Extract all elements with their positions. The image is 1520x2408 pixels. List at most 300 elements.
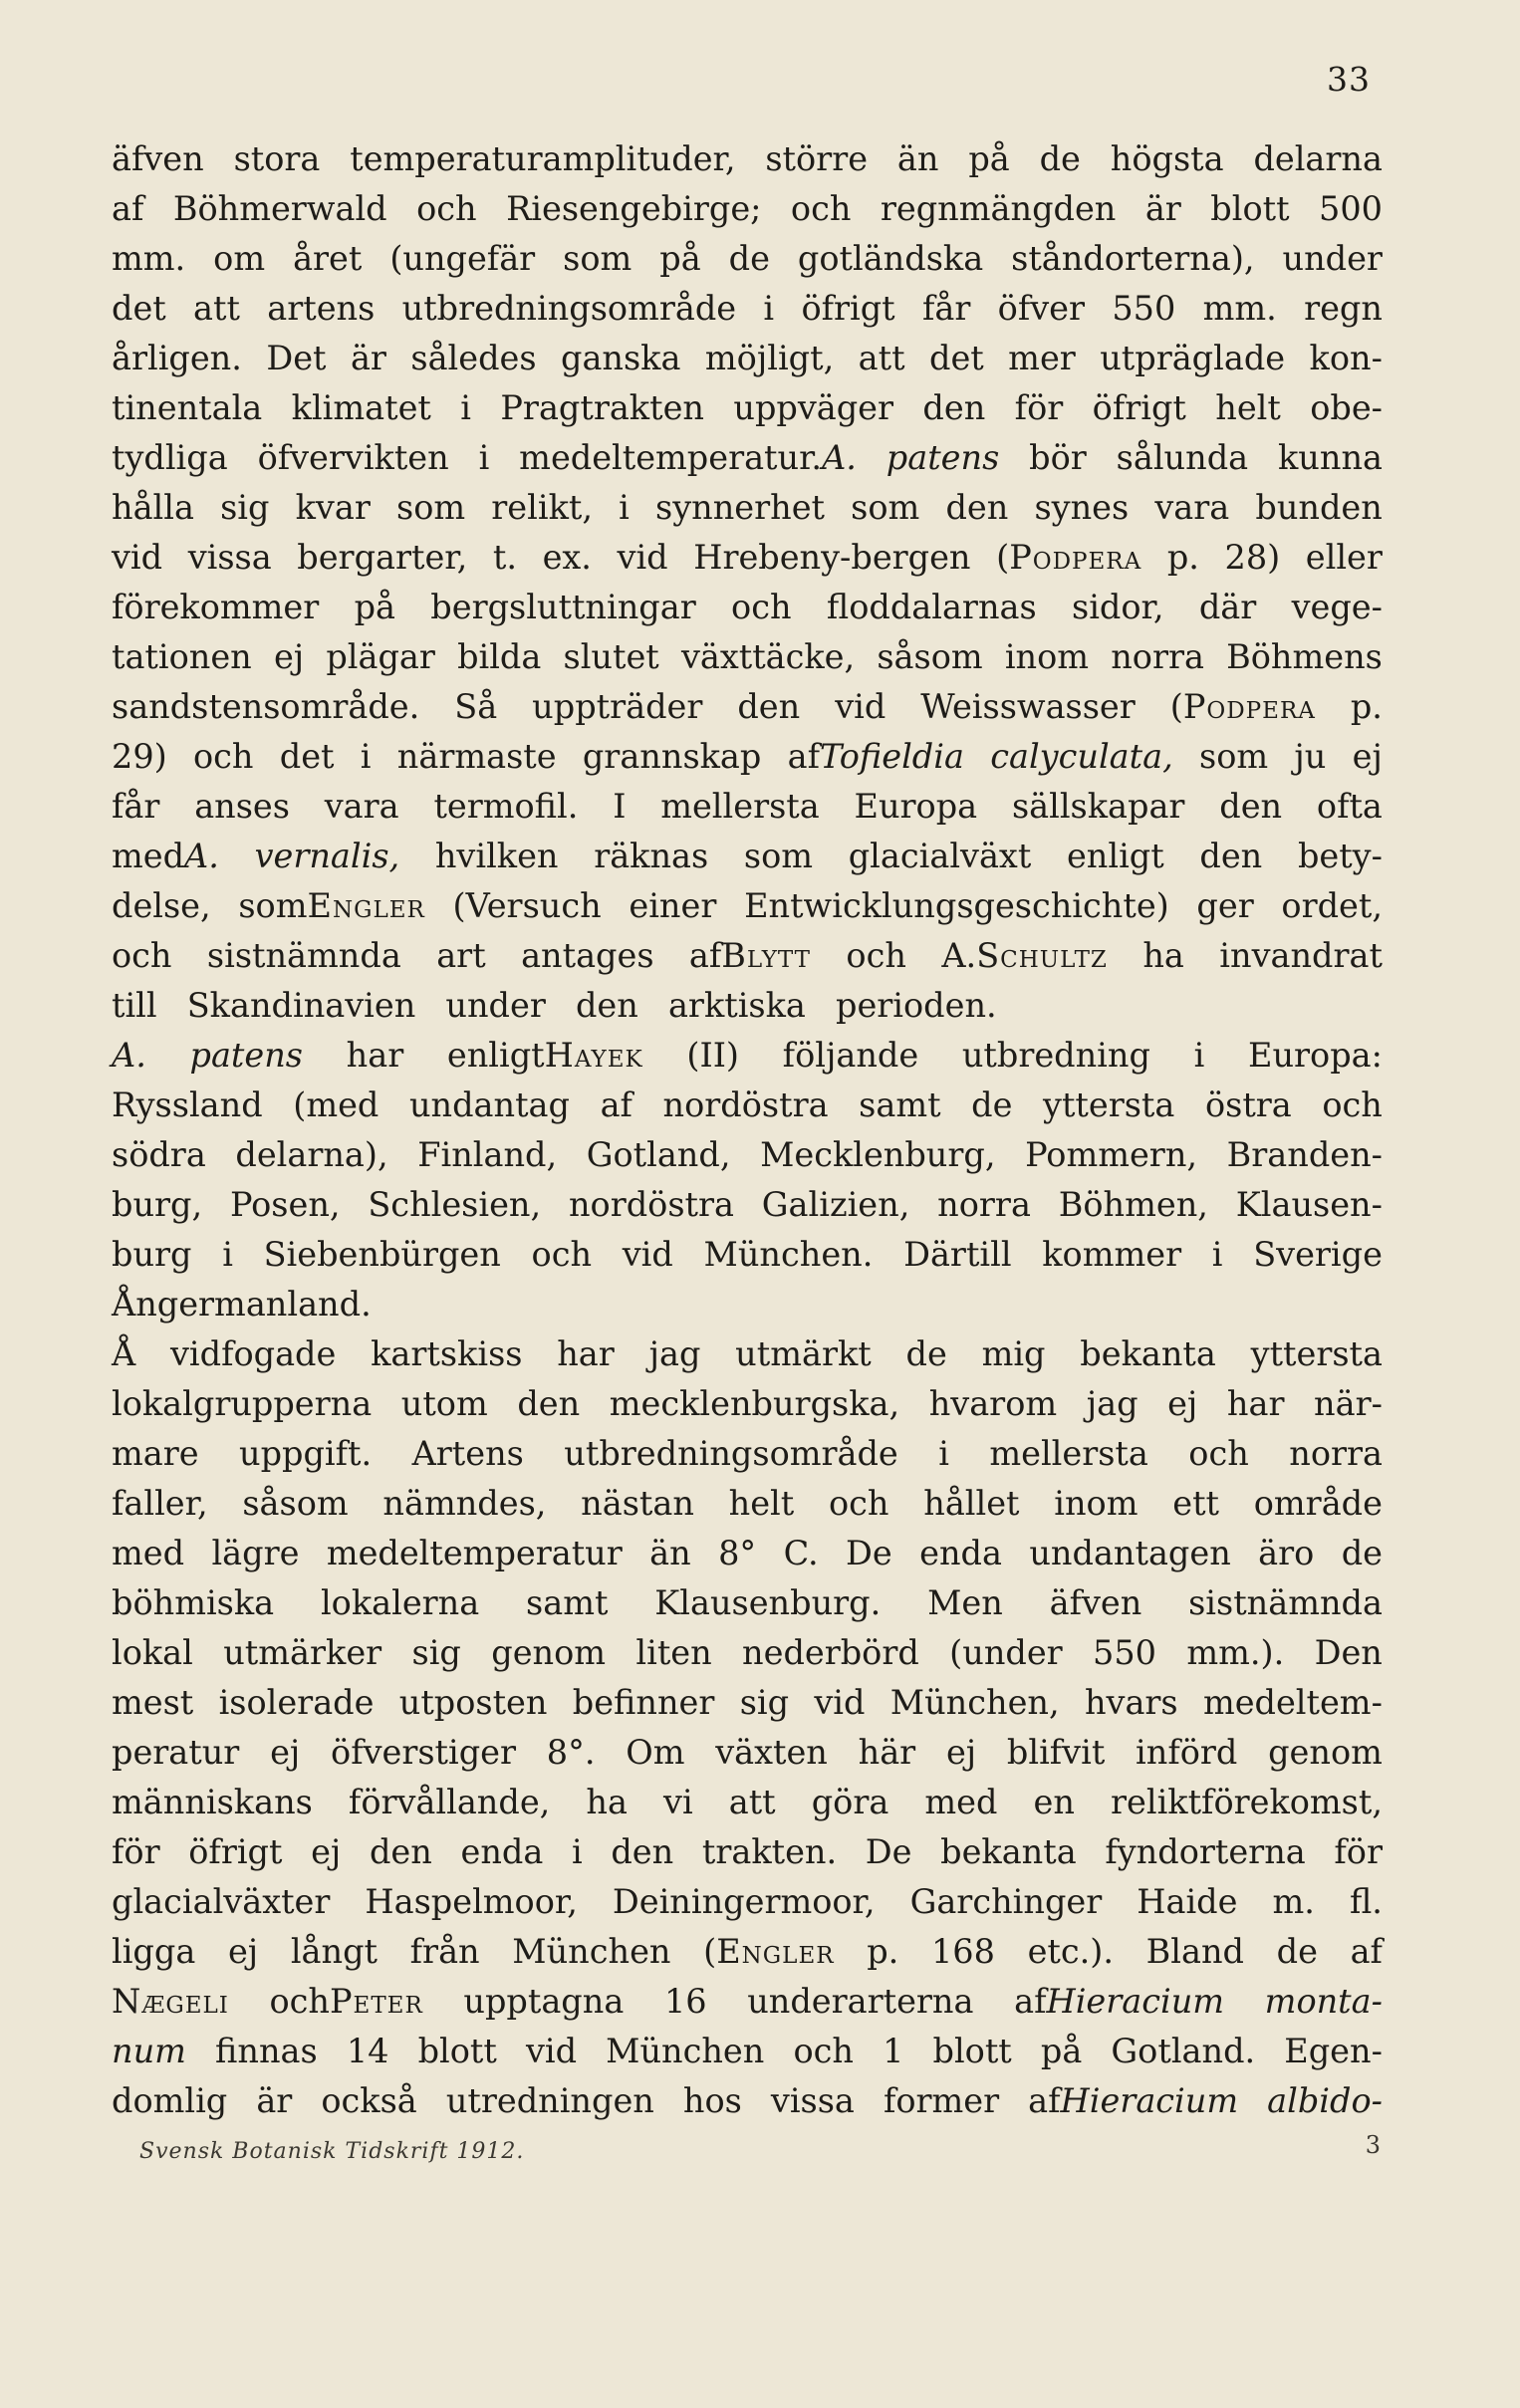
word: har (346, 1036, 404, 1075)
text-line (112, 1778, 1383, 1827)
word: och (531, 1235, 593, 1274)
word: artens (267, 289, 376, 328)
word: Böhmerwald (172, 189, 387, 228)
word: Riesengebirge; (506, 189, 762, 228)
word: ej (227, 1932, 259, 1971)
text-line (112, 334, 1383, 383)
text-line (112, 732, 1383, 782)
word: är (256, 2081, 293, 2120)
word: Branden- (1226, 1135, 1383, 1174)
word: öfrigt (801, 289, 895, 328)
word: m. (1272, 1882, 1315, 1921)
word: utbredningsområde (564, 1434, 898, 1473)
word: också (321, 2081, 417, 2120)
word: (Engler (703, 1932, 835, 1971)
word: i (571, 1832, 583, 1871)
word: vid (617, 538, 668, 577)
word: vid (814, 1683, 866, 1722)
word: den (945, 488, 1009, 527)
word: Pragtrakten (500, 388, 704, 427)
word: mellersta (660, 787, 820, 826)
text-line (112, 1180, 1383, 1230)
word: München, (889, 1683, 1060, 1722)
word: som (396, 488, 466, 527)
word: genom (491, 1633, 607, 1672)
word: ej (273, 637, 305, 676)
text-line (112, 1130, 1383, 1180)
word: af (112, 189, 144, 228)
word: på (968, 139, 1010, 178)
word: som (563, 239, 633, 278)
word: öfvervikten (257, 438, 449, 477)
word: norra (937, 1185, 1031, 1224)
word: ex. (542, 538, 592, 577)
word: blifvit (1006, 1733, 1106, 1772)
word: och (416, 189, 477, 228)
word: eller (1305, 538, 1383, 577)
word: fl. (1349, 1882, 1383, 1921)
text-line (112, 2027, 1383, 2076)
word: (Podpera (996, 538, 1142, 577)
word: Siebenbürgen (263, 1235, 501, 1274)
word: jag (648, 1334, 701, 1373)
word: calyculata, (990, 737, 1173, 776)
word: burg, (112, 1185, 203, 1224)
word: hvars (1084, 1683, 1178, 1722)
text-line (112, 1429, 1383, 1479)
word: nämndes, (382, 1484, 547, 1523)
word: 16 (663, 1982, 707, 2021)
word: ej (1167, 1384, 1198, 1423)
word: vara (1154, 488, 1230, 527)
word: växttäcke, (680, 637, 856, 676)
text-line (112, 632, 1383, 682)
word: sandstensområde. (112, 687, 420, 726)
word: 168 (930, 1932, 995, 1971)
text-line (112, 1578, 1383, 1628)
word: norra (1111, 637, 1204, 676)
word: helt (728, 1484, 795, 1523)
word: mm.). (1186, 1633, 1285, 1672)
word: ganska (561, 339, 681, 377)
word: från (409, 1932, 480, 1971)
word: ha (1142, 936, 1184, 975)
word: som (851, 488, 920, 527)
word: Å (112, 1334, 136, 1373)
word: i (1193, 1036, 1205, 1075)
word: äro (1258, 1534, 1315, 1572)
text-line (112, 583, 1383, 632)
word: helt (1215, 388, 1281, 427)
text-line (112, 134, 1383, 184)
word: upptagna (463, 1982, 625, 2021)
word: förvållande, (348, 1783, 551, 1821)
word: I (613, 787, 627, 826)
word: utpräglade (1100, 339, 1286, 377)
word: vid (112, 538, 163, 577)
word: får (112, 787, 160, 826)
word: München (512, 1932, 671, 1971)
word: einer (629, 886, 717, 925)
word: lägre (211, 1534, 300, 1572)
word: under (1282, 239, 1383, 278)
word: de (1341, 1534, 1383, 1572)
word: ej (945, 1733, 977, 1772)
word: bergarter, (297, 538, 468, 577)
word: vissa (770, 2081, 855, 2120)
word: lokal (112, 1633, 193, 1672)
word: yttersta (1043, 1085, 1175, 1124)
word: med (924, 1783, 998, 1821)
word: enligtHayek (446, 1036, 643, 1075)
word: monta- (1264, 1982, 1383, 2021)
text-line (112, 483, 1383, 533)
word: i (478, 438, 490, 477)
text-line (112, 1479, 1383, 1529)
word: inom (1054, 1484, 1139, 1523)
word: ger (1196, 886, 1254, 925)
word: sistnämnda (206, 936, 401, 975)
word: nederbörd (742, 1633, 919, 1672)
text-line (112, 931, 1383, 981)
word: de (728, 239, 770, 278)
word: uppträder (532, 687, 703, 726)
word: Schlesien, (368, 1185, 542, 1224)
word: Ångermanland. (112, 1285, 372, 1324)
word: 14 (346, 2032, 389, 2070)
word: sig (739, 1683, 790, 1722)
word: för (1014, 388, 1064, 427)
word: högsta (1110, 139, 1224, 178)
word: delse, (112, 886, 211, 925)
word: långt (290, 1932, 378, 1971)
word: utposten (398, 1683, 548, 1722)
word: Gotland, (586, 1135, 731, 1174)
word: tinentala (112, 388, 263, 427)
word: mer (1008, 339, 1076, 377)
word: sällskapar (1011, 787, 1185, 826)
word: glacialväxt (848, 837, 1032, 875)
word: isolerade (218, 1683, 375, 1722)
word: mm. (112, 239, 186, 278)
word: Galizien, (761, 1185, 910, 1224)
word: utredningen (445, 2081, 654, 2120)
word: under (445, 986, 546, 1025)
word: uppväger (733, 388, 894, 427)
word: vege- (1291, 588, 1383, 626)
word: i (360, 737, 372, 776)
word: patens (886, 438, 1000, 477)
word: samt (526, 1583, 609, 1622)
word: Gotland. (1111, 2032, 1256, 2070)
word: albido- (1267, 2081, 1383, 2120)
word: A. (112, 1036, 146, 1075)
word: kommer (1042, 1235, 1182, 1274)
word: har (557, 1334, 615, 1373)
word: den (369, 1832, 432, 1871)
word: medeltemperatur.A. (519, 438, 857, 477)
word: (Versuch (452, 886, 602, 925)
word: Mecklenburg, (760, 1135, 996, 1174)
word: afHieracium (1014, 1982, 1225, 2021)
word: när- (1314, 1384, 1383, 1423)
word: område (1253, 1484, 1383, 1523)
word: Hrebeny-bergen (693, 538, 971, 577)
word: Garchinger (909, 1882, 1103, 1921)
word: i (938, 1434, 949, 1473)
word: hållet (923, 1484, 1020, 1523)
word: mig (981, 1334, 1046, 1373)
text-line (112, 1230, 1383, 1280)
word: i (222, 1235, 233, 1274)
word: bilda (457, 637, 542, 676)
word: året (293, 239, 363, 278)
word: p. (1166, 538, 1199, 577)
word: yttersta (1250, 1334, 1383, 1373)
word: München. (703, 1235, 874, 1274)
word: sidor, (1072, 588, 1164, 626)
word: östra (1204, 1085, 1292, 1124)
word: har (1226, 1384, 1285, 1423)
word: 1 (883, 2032, 904, 2070)
word: södra (112, 1135, 206, 1174)
text-line (112, 1678, 1383, 1728)
word: medeltemperatur (326, 1534, 623, 1572)
word: C. (783, 1534, 819, 1572)
word: för (112, 1832, 160, 1871)
word: vara (324, 787, 399, 826)
word: och (828, 1484, 889, 1523)
word: Haide (1137, 1882, 1238, 1921)
word: ett (1172, 1484, 1219, 1523)
word: där (1198, 588, 1257, 626)
word: patens (189, 1036, 303, 1075)
word: än (649, 1534, 691, 1572)
word: burg (112, 1235, 192, 1274)
word: afTofieldia (787, 737, 964, 776)
word: t. (492, 538, 517, 577)
text-line (112, 1977, 1383, 2027)
word: hos (682, 2081, 742, 2120)
text-line (112, 1728, 1383, 1778)
text-line (112, 533, 1383, 583)
word: i (1211, 1235, 1223, 1274)
word: lokalgrupperna (112, 1384, 373, 1423)
word: bekanta (1080, 1334, 1216, 1373)
word: och (790, 189, 852, 228)
word: får (921, 289, 971, 328)
word: norra (1289, 1434, 1383, 1473)
word: enda (919, 1534, 1002, 1572)
word: Posen, (229, 1185, 341, 1224)
word: vernalis, (254, 837, 400, 875)
word: trakten. (701, 1832, 838, 1871)
word: Den (1314, 1633, 1383, 1672)
word: finnas (215, 2032, 318, 2070)
word: människans (112, 1783, 313, 1821)
word: (under (949, 1633, 1063, 1672)
word: former (883, 2081, 1000, 2120)
text-line (112, 1877, 1383, 1927)
word: öfverstiger (331, 1733, 517, 1772)
word: Ryssland (112, 1085, 263, 1124)
word: afHieracium (1028, 2081, 1239, 2120)
word: sig (411, 1633, 461, 1672)
word: domlig (112, 2081, 228, 2120)
word: vid (622, 1235, 673, 1274)
word: här (858, 1733, 916, 1772)
word: ståndorterna), (1011, 239, 1255, 278)
word: ju (1294, 737, 1327, 776)
word: äfven (112, 139, 204, 178)
word: vid (525, 2032, 578, 2070)
word: ej (1352, 737, 1383, 776)
word: p. (867, 1932, 899, 1971)
word: mecklenburgska, (609, 1384, 900, 1423)
text-line (112, 1827, 1383, 1877)
word: temperaturamplituder, (350, 139, 736, 178)
word: nästan (581, 1484, 694, 1523)
word: Klausen- (1235, 1185, 1383, 1224)
word: som (1199, 737, 1269, 776)
footer-journal-name: Svensk Botanisk Tidskrift 1912. (139, 2139, 525, 2164)
word: (II) (686, 1036, 739, 1075)
word: obe- (1310, 388, 1383, 427)
text-line (112, 832, 1383, 881)
word: perioden. (836, 986, 997, 1025)
word: af (1350, 1932, 1383, 1971)
word: reliktförekomst, (1111, 1783, 1383, 1821)
word: bör (1029, 438, 1087, 477)
word: böhmiska (112, 1583, 275, 1622)
word: De (846, 1534, 892, 1572)
word: genom (1268, 1733, 1383, 1772)
word: och (112, 936, 172, 975)
text-line (112, 184, 1383, 234)
word: och (1322, 1085, 1383, 1124)
word: Om (626, 1733, 685, 1772)
footer-signature-mark: 3 (1365, 2131, 1381, 2159)
text-line (112, 1329, 1383, 1379)
word: med (112, 1534, 185, 1572)
word: en (1033, 1783, 1075, 1821)
word: stora (233, 139, 321, 178)
word: ordet, (1281, 886, 1383, 925)
word: vissa (187, 538, 272, 577)
word: (Podpera (1169, 687, 1316, 726)
word: införd (1136, 1733, 1238, 1772)
word: gotländska (797, 239, 984, 278)
page-number: 33 (1327, 60, 1371, 99)
word: på (659, 239, 701, 278)
word: delarna), (235, 1135, 388, 1174)
word: relikt, (491, 488, 593, 527)
text-line (112, 881, 1383, 931)
word: A.Schultz (941, 936, 1108, 975)
word: kunna (1278, 438, 1383, 477)
text-line (112, 1379, 1383, 1429)
word: synnerhet (655, 488, 825, 527)
text-line (112, 981, 1383, 1031)
word: den (1199, 837, 1263, 875)
word: München (606, 2032, 765, 2070)
word: delarna (1253, 139, 1383, 178)
text-line (112, 234, 1383, 284)
word: Weisswasser (920, 687, 1136, 726)
word: utmärkt (735, 1334, 872, 1373)
word: grannskap (582, 737, 762, 776)
word: befinner (572, 1683, 715, 1722)
word: utbredningsområde (401, 289, 737, 328)
word: ochPeter (269, 1982, 423, 2021)
word: göra (811, 1783, 889, 1821)
word: i (763, 289, 775, 328)
word: större (765, 139, 869, 178)
word: 29) (112, 737, 167, 776)
word: blott (932, 2032, 1012, 2070)
word: årligen. (112, 339, 242, 377)
word: 8°. (546, 1733, 596, 1772)
word: Entwicklungsgeschichte) (744, 886, 1169, 925)
word: ofta (1316, 787, 1383, 826)
word: växten (715, 1733, 828, 1772)
word: plägar (326, 637, 435, 676)
word: antages (521, 936, 654, 975)
word: såsom (242, 1484, 349, 1523)
word: glacialväxter (112, 1882, 331, 1921)
word: sistnämnda (1188, 1583, 1383, 1622)
word: tydliga (112, 438, 228, 477)
word: 28) (1224, 538, 1281, 577)
word: medA. (112, 837, 219, 875)
word: art (436, 936, 486, 975)
word: Böhmens (1226, 637, 1383, 676)
word: floddalarnas (826, 588, 1037, 626)
word: nordöstra (662, 1085, 829, 1124)
word: möjligt, (704, 339, 835, 377)
word: Artens (411, 1434, 524, 1473)
word: kartskiss (371, 1334, 523, 1373)
word: Det (266, 339, 327, 377)
word: Sverige (1253, 1235, 1383, 1274)
word: och (1188, 1434, 1249, 1473)
text-line (112, 2076, 1383, 2126)
word: Skandinavien (186, 986, 416, 1025)
word: lokalerna (320, 1583, 480, 1622)
word: uppgift. (239, 1434, 373, 1473)
text-line (112, 1031, 1383, 1081)
text-line (112, 383, 1383, 433)
text-line (112, 284, 1383, 334)
word: mellersta (989, 1434, 1148, 1473)
word: sålunda (1116, 438, 1249, 477)
word: och (192, 737, 254, 776)
word: Deiningermoor, (612, 1882, 876, 1921)
word: och (846, 936, 906, 975)
word: utom (400, 1384, 488, 1423)
word: att (858, 339, 905, 377)
word: Nægeli (112, 1982, 229, 2021)
word: Haspelmoor, (365, 1882, 578, 1921)
word: närmaste (396, 737, 557, 776)
word: liten (635, 1633, 712, 1672)
word: de (971, 1085, 1013, 1124)
word: vidfogade (169, 1334, 337, 1373)
word: och (793, 2032, 854, 2070)
word: ligga (112, 1932, 196, 1971)
word: 550 (1112, 289, 1176, 328)
word: blott (1210, 189, 1290, 228)
